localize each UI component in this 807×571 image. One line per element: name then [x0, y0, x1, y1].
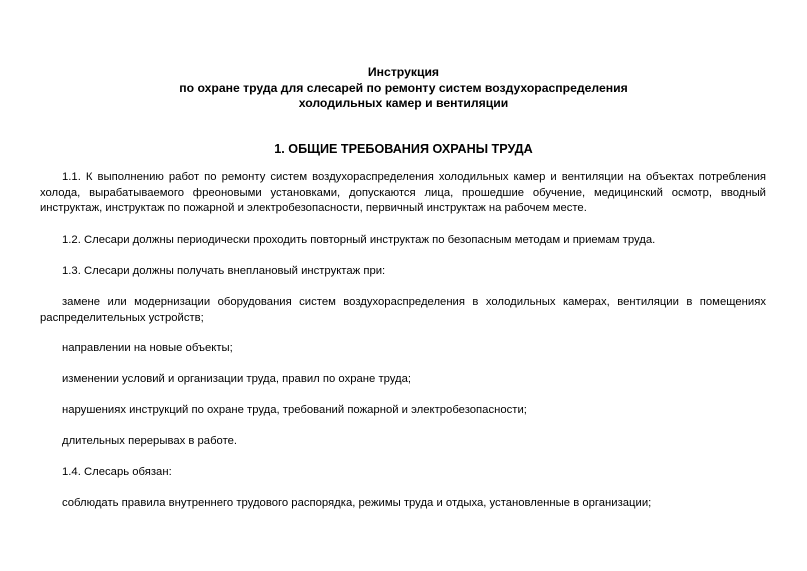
paragraph-1-2: 1.2. Слесари должны периодически проходить повторный инструктаж по безопасным методам и приемам труда.	[62, 234, 656, 246]
paragraph-1-1: 1.1. К выполнению работ по ремонту систем воздухораспределения холодильных камер и вентиляции на объектах потребления холода, вырабатываемого фреоновыми установками, допускаются лица, прошедшие обучение, медицинский осмотр, вводный инструктаж, инструктаж по пожарной и электробезопасности, первичный инструктаж на рабочем месте.	[40, 171, 766, 215]
paragraph-1-4: 1.4. Слесарь обязан:	[62, 466, 172, 478]
list-item-equipment-replacement: замене или модернизации оборудования систем воздухораспределения в холодильных камерах, вентиляции в помещениях распределительных устройств;	[40, 296, 766, 324]
list-item-long-breaks: длительных перерывах в работе.	[62, 435, 238, 447]
list-item-internal-rules: соблюдать правила внутреннего трудового распорядка, режимы труда и отдыха, установленные в организации;	[62, 497, 652, 509]
section-heading: 1. ОБЩИЕ ТРЕБОВАНИЯ ОХРАНЫ ТРУДА	[274, 142, 533, 156]
paragraph-1-3: 1.3. Слесари должны получать внеплановый инструктаж при:	[62, 265, 386, 277]
title-line-2: по охране труда для слесарей по ремонту систем воздухораспределения	[179, 80, 628, 95]
document-title	[0, 65, 807, 112]
title-line-3: холодильных камер и вентиляции	[298, 96, 509, 110]
list-item-new-objects: направлении на новые объекты;	[62, 342, 233, 354]
title-line-1: Инструкция	[367, 65, 440, 79]
list-item-conditions-change: изменении условий и организации труда, правил по охране труда;	[62, 373, 412, 385]
list-item-violations: нарушениях инструкций по охране труда, требований пожарной и электробезопасности;	[62, 404, 527, 416]
